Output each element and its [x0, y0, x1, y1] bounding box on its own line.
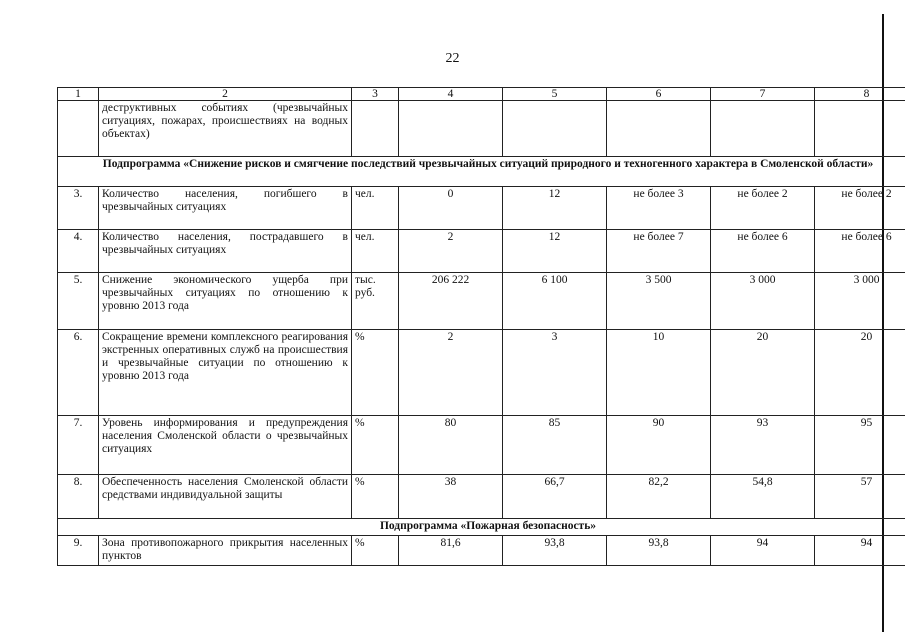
unit-cell: %: [352, 330, 399, 416]
value-cell: 81,6: [399, 536, 503, 566]
section-heading: Подпрограмма «Пожарная безопасность»: [58, 519, 905, 536]
value-cell: 93,8: [607, 536, 711, 566]
table-row: [58, 273, 905, 330]
column-header: 4: [399, 88, 503, 101]
value-cell: 12: [503, 187, 607, 230]
value-cell: [711, 101, 815, 157]
table-row: [58, 536, 905, 566]
value-cell: не более 7: [607, 230, 711, 273]
value-cell: 3 000: [815, 273, 905, 330]
indicator-name: Сокращение времени комплексного реагирования экстренных оперативных служб на происшествия и чрезвычайные ситуации по отношению к уровню 2013 года: [99, 330, 352, 416]
value-cell: не более 3: [607, 187, 711, 230]
value-cell: [503, 101, 607, 157]
indicator-name: Зона противопожарного прикрытия населенных пунктов: [99, 536, 352, 566]
value-cell: 93: [711, 416, 815, 475]
value-cell: [815, 101, 905, 157]
column-header: 1: [58, 88, 99, 101]
unit-cell: [352, 101, 399, 157]
indicator-name: Обеспеченность населения Смоленской области средствами индивидуальной защиты: [99, 475, 352, 519]
value-cell: 3 500: [607, 273, 711, 330]
row-number: 4.: [58, 230, 99, 273]
row-number: 5.: [58, 273, 99, 330]
table-row: [58, 330, 905, 416]
indicator-name: деструктивных событиях (чрезвычайных ситуациях, пожарах, происшествиях на водных объектах): [99, 101, 352, 157]
column-header: 8: [815, 88, 905, 101]
unit-cell: чел.: [352, 230, 399, 273]
value-cell: не более 6: [815, 230, 905, 273]
indicators-table: [57, 87, 905, 566]
value-cell: 38: [399, 475, 503, 519]
value-cell: 54,8: [711, 475, 815, 519]
value-cell: 2: [399, 230, 503, 273]
value-cell: 93,8: [503, 536, 607, 566]
value-cell: 0: [399, 187, 503, 230]
value-cell: 57: [815, 475, 905, 519]
value-cell: 82,2: [607, 475, 711, 519]
row-number: 8.: [58, 475, 99, 519]
value-cell: 85: [503, 416, 607, 475]
value-cell: 2: [399, 330, 503, 416]
value-cell: 94: [711, 536, 815, 566]
value-cell: 94: [815, 536, 905, 566]
row-number: 7.: [58, 416, 99, 475]
table-row: [58, 475, 905, 519]
value-cell: 206 222: [399, 273, 503, 330]
table-row: [58, 230, 905, 273]
row-number: 9.: [58, 536, 99, 566]
unit-cell: тыс. руб.: [352, 273, 399, 330]
value-cell: 66,7: [503, 475, 607, 519]
unit-cell: чел.: [352, 187, 399, 230]
value-cell: не более 6: [711, 230, 815, 273]
value-cell: 80: [399, 416, 503, 475]
value-cell: 10: [607, 330, 711, 416]
value-cell: не более 2: [711, 187, 815, 230]
indicator-name: Количество населения, пострадавшего в чрезвычайных ситуациях: [99, 230, 352, 273]
value-cell: 90: [607, 416, 711, 475]
value-cell: 20: [815, 330, 905, 416]
row-number: 6.: [58, 330, 99, 416]
value-cell: 3 000: [711, 273, 815, 330]
column-header: 3: [352, 88, 399, 101]
page-number: 22: [445, 51, 460, 66]
unit-cell: %: [352, 416, 399, 475]
table-row-continuation: [58, 101, 905, 157]
indicator-name: Снижение экономического ущерба при чрезвычайных ситуациях по отношению к уровню 2013 года: [99, 273, 352, 330]
value-cell: [399, 101, 503, 157]
column-header: 7: [711, 88, 815, 101]
indicator-name: Количество населения, погибшего в чрезвычайных ситуациях: [99, 187, 352, 230]
row-number-cell: [58, 101, 99, 157]
section-heading: Подпрограмма «Снижение рисков и смягчение последствий чрезвычайных ситуаций природного и техногенного характера в Смоленской области»: [58, 157, 905, 187]
row-number: 3.: [58, 187, 99, 230]
column-header: 5: [503, 88, 607, 101]
value-cell: 12: [503, 230, 607, 273]
value-cell: 3: [503, 330, 607, 416]
table-row: [58, 416, 905, 475]
value-cell: не более 2: [815, 187, 905, 230]
unit-cell: %: [352, 536, 399, 566]
value-cell: 20: [711, 330, 815, 416]
table-row: [58, 187, 905, 230]
unit-cell: %: [352, 475, 399, 519]
value-cell: 95: [815, 416, 905, 475]
value-cell: 6 100: [503, 273, 607, 330]
value-cell: [607, 101, 711, 157]
column-header: 6: [607, 88, 711, 101]
column-header: 2: [99, 88, 352, 101]
indicator-name: Уровень информирования и предупреждения населения Смоленской области о чрезвычайных ситуациях: [99, 416, 352, 475]
section-row: [58, 157, 905, 187]
column-number-row: [58, 88, 905, 101]
section-row: [58, 519, 905, 536]
